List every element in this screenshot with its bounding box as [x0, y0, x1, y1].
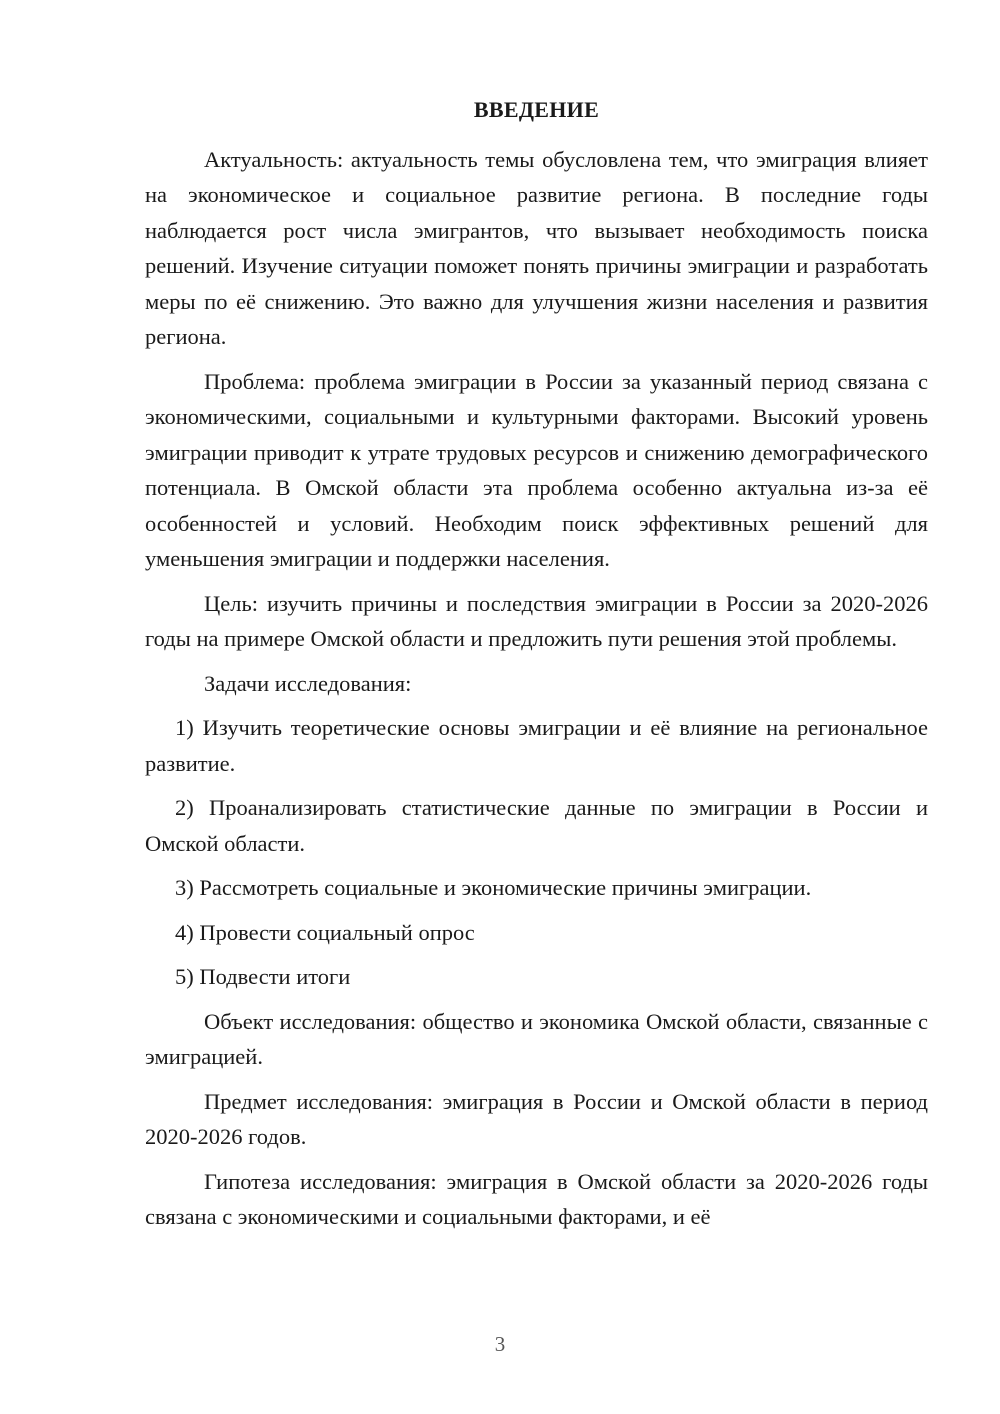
problem-paragraph: Проблема: проблема эмиграции в России за указанный период связана с экономическими, социальными и культурными факторами. Высокий уровень эмиграции приводит к утрате трудовых ресурсов и снижению демографического потенциала. В Омской области эта проблема особенно актуальна из-за её особенностей и условий. Необходим поиск эффективных решений для уменьшения эмиграции и поддержки населения.: [145, 368, 928, 571]
task-item: 4) Провести социальный опрос: [175, 919, 475, 945]
task-item: 5) Подвести итоги: [175, 964, 351, 989]
task-item: 2) Проанализировать статистические данные по эмиграции в России и Омской области.: [145, 795, 928, 856]
object-paragraph: Объект исследования: общество и экономика Омской области, связанные с эмиграцией.: [145, 1008, 928, 1069]
subject-paragraph: Предмет исследования: эмиграция в России и Омской области в период 2020-2026 годов.: [145, 1088, 928, 1149]
page-content: [145, 92, 928, 1244]
task-item: 1) Изучить теоретические основы эмиграции и её влияние на региональное развитие.: [145, 715, 928, 776]
goal-paragraph: Цель: изучить причины и последствия эмиграции в России за 2020-2026 годы на примере Омской области и предложить пути решения этой проблемы.: [145, 590, 928, 651]
section-title: ВВЕДЕНИЕ: [473, 97, 600, 122]
tasks-heading: Задачи исследования:: [204, 670, 412, 696]
page-number: 3: [494, 1332, 506, 1356]
relevance-paragraph: Актуальность: актуальность темы обусловлена тем, что эмиграция влияет на экономическое и социальное развитие региона. В последние годы наблюдается рост числа эмигрантов, что вызывает необходимость поиска решений. Изучение ситуации поможет понять причины эмиграции и разработать меры по её снижению. Это важно для улучшения жизни населения и развития региона.: [145, 146, 928, 349]
task-item: 3) Рассмотреть социальные и экономические причины эмиграции.: [175, 875, 812, 900]
hypothesis-paragraph: Гипотеза исследования: эмиграция в Омской области за 2020-2026 годы связана с экономическими и социальными факторами, и её: [145, 1168, 928, 1229]
